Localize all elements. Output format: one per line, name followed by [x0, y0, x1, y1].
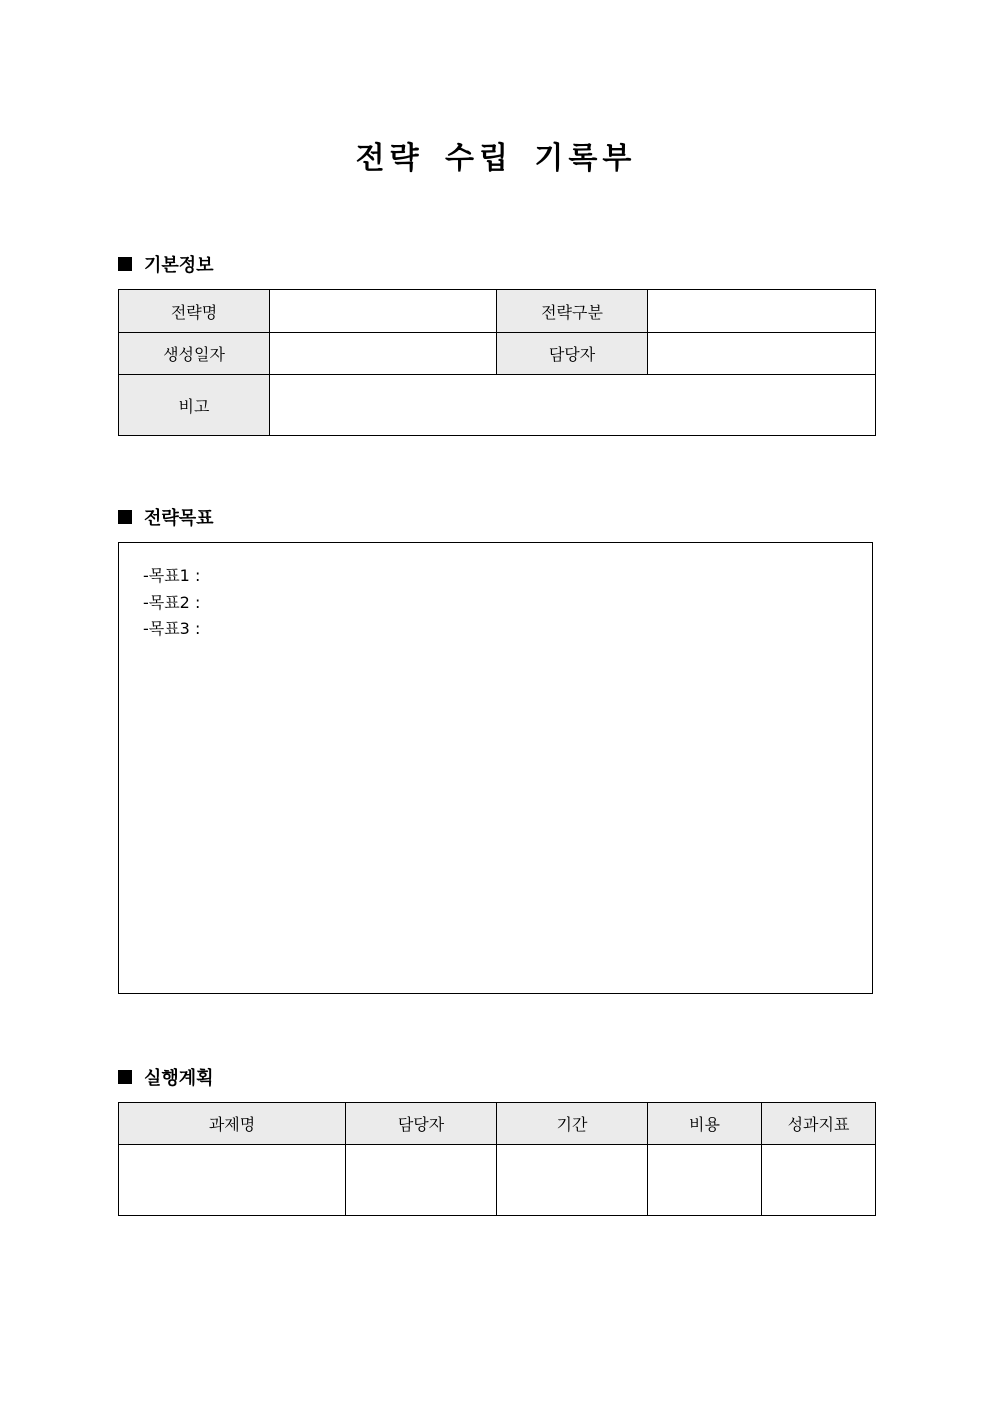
- square-bullet-icon: [118, 510, 132, 524]
- created-date-field[interactable]: [270, 333, 497, 375]
- task-cell[interactable]: [119, 1145, 346, 1216]
- plan-table: [118, 1102, 876, 1216]
- column-header-task: 과제명: [119, 1103, 346, 1145]
- section-heading-basic-info: [118, 252, 214, 276]
- section-heading-label: 전략목표: [144, 508, 214, 529]
- remarks-label: 비고: [119, 375, 270, 436]
- column-header-period: 기간: [497, 1103, 648, 1145]
- column-header-kpi: 성과지표: [762, 1103, 876, 1145]
- square-bullet-icon: [118, 257, 132, 271]
- document-title: 전략 수립 기록부: [355, 141, 637, 176]
- table-row: [119, 333, 876, 375]
- column-header-manager: 담당자: [346, 1103, 497, 1145]
- period-cell[interactable]: [497, 1145, 648, 1216]
- cost-cell[interactable]: [648, 1145, 762, 1216]
- strategy-type-field[interactable]: [648, 290, 876, 333]
- table-row: [119, 290, 876, 333]
- manager-field[interactable]: [648, 333, 876, 375]
- table-row: [119, 1145, 876, 1216]
- section-heading-label: 기본정보: [144, 255, 214, 276]
- section-heading-goals: [118, 505, 214, 529]
- manager-cell[interactable]: [346, 1145, 497, 1216]
- strategy-name-label: 전략명: [119, 290, 270, 333]
- remarks-field[interactable]: [270, 375, 876, 436]
- created-date-label: 생성일자: [119, 333, 270, 375]
- goal-line-1: -목표1 :: [143, 566, 201, 585]
- section-heading-plan: [118, 1065, 214, 1089]
- square-bullet-icon: [118, 1070, 132, 1084]
- table-header-row: [119, 1103, 876, 1145]
- kpi-cell[interactable]: [762, 1145, 876, 1216]
- column-header-cost: 비용: [648, 1103, 762, 1145]
- basic-info-table: [118, 289, 876, 436]
- strategy-name-field[interactable]: [270, 290, 497, 333]
- goals-box[interactable]: [118, 542, 873, 994]
- goal-line-3: -목표3 :: [143, 619, 201, 638]
- table-row: [119, 375, 876, 436]
- manager-label: 담당자: [497, 333, 648, 375]
- section-heading-label: 실행계획: [144, 1068, 214, 1089]
- strategy-type-label: 전략구분: [497, 290, 648, 333]
- goal-line-2: -목표2 :: [143, 592, 201, 612]
